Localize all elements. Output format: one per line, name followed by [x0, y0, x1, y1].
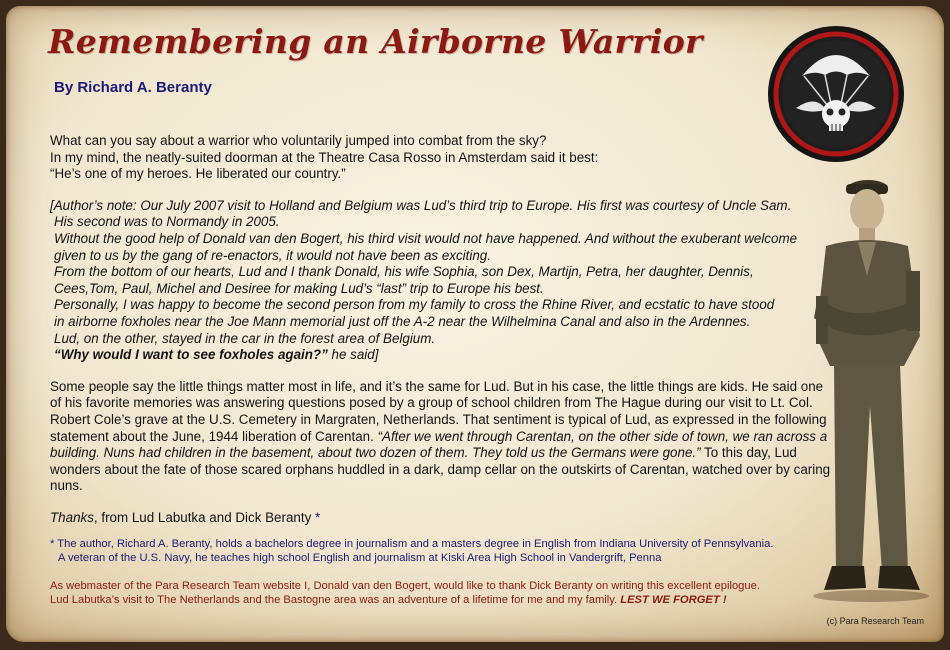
- thanks-star: *: [315, 509, 321, 525]
- intro-quote: “He’s one of my heroes. He liberated our country.”: [50, 166, 346, 182]
- authors-note: [50, 198, 835, 364]
- note-quote-line: [50, 347, 835, 364]
- aged-paper-background: [6, 6, 944, 642]
- note-line: in airborne foxholes near the Joe Mann memorial just off the A-2 near the Wilhelmina Canal and also in the Ardennes.: [54, 313, 751, 329]
- note-quote: “Why would I want to see foxholes again?”: [54, 347, 328, 363]
- lest-we-forget: LEST WE FORGET !: [620, 593, 727, 606]
- note-line: Lud, on the other, stayed in the car in the forest area of Belgium.: [54, 330, 436, 346]
- note-line: Personally, I was happy to become the second person from my family to cross the Rhine River, and ecstatic to have stood: [54, 297, 775, 313]
- intro-line: What can you say about a warrior who voluntarily jumped into combat from the sky?: [50, 133, 547, 148]
- note-line: Cees,Tom, Paul, Michel and Desiree for making Lud’s “last” trip to Europe his best.: [54, 280, 544, 296]
- page-title: Remembering an Airborne Warrior: [48, 22, 703, 61]
- note-line: His second was to Normandy in 2005.: [54, 214, 280, 230]
- footnote-line: A veteran of the U.S. Navy, he teaches high school English and journalism at Kiski Area High School in Vandergrift, Penna: [58, 552, 662, 565]
- byline: By Richard A. Beranty: [54, 79, 212, 96]
- note-line: [Author’s note: Our July 2007 visit to Holland and Belgium was Lud’s third trip to Europe. His first was courtesy of Uncle Sam.: [50, 197, 792, 213]
- footnote-line: * The author, Richard A. Beranty, holds a bachelors degree in journalism and a masters degree in English from Indiana University of Pennsylvania.: [50, 538, 774, 551]
- note-line: From the bottom of our hearts, Lud and I thank Donald, his wife Sophia, son Dex, Martijn, Petra, her daughter, Dennis,: [54, 264, 754, 280]
- story-quote: “After we went through Carentan, on the other side of town, we ran across a building. Nuns had children in the basement, about two dozen of them. They told us the Germans were gone.”: [50, 428, 828, 461]
- article-body: [50, 133, 835, 608]
- copyright-notice: (c) Para Research Team: [826, 616, 924, 626]
- intro-section: [50, 133, 835, 183]
- note-line: given to us by the gang of re-enactors, it would not have been as exciting.: [54, 247, 491, 263]
- note-quote-tail: he said]: [327, 347, 379, 363]
- webmaster-line: [50, 594, 835, 608]
- story-text: Some people say the little things matter most in life, and it’s the same for Lud. But in his case, the little things are kids. He said one of his favorite memories was answering questions posed by a group of school children from The Hague during our visit to Lt. Col. Robert Cole’s grave at the U.S. Cemetery in Margraten, Netherlands. That sentiment is typical of Lud, as expressed in the following statement about the June, 1944 liberation of Carentan.: [50, 378, 827, 444]
- author-footnote: [50, 538, 835, 566]
- thanks-rest: , from Lud Labutka and Dick Beranty: [93, 509, 315, 525]
- intro-line: In my mind, the neatly-suited doorman at the Theatre Casa Rosso in Amsterdam said it best:: [50, 149, 599, 165]
- story-paragraph: [50, 379, 835, 495]
- thanks-line: [50, 510, 835, 527]
- note-line: Without the good help of Donald van den Bogert, his third visit would not have happened. And without the exuberant welcome: [54, 230, 798, 246]
- webmaster-line: As webmaster of the Para Research Team website I, Donald van den Bogert, would like to thank Dick Beranty on writing this excellent epilogue.: [50, 580, 760, 593]
- thanks-word: Thanks: [50, 509, 94, 525]
- webmaster-note: [50, 580, 835, 608]
- story-tail: To this day, Lud wonders about the fate of those scared orphans huddled in a dark, damp cellar on the outskirts of Carentan, watched over by caring nuns.: [50, 445, 831, 494]
- webmaster-line2: Lud Labutka’s visit to The Netherlands and the Bastogne area was an adventure of a lifetime for me and my family.: [50, 593, 621, 606]
